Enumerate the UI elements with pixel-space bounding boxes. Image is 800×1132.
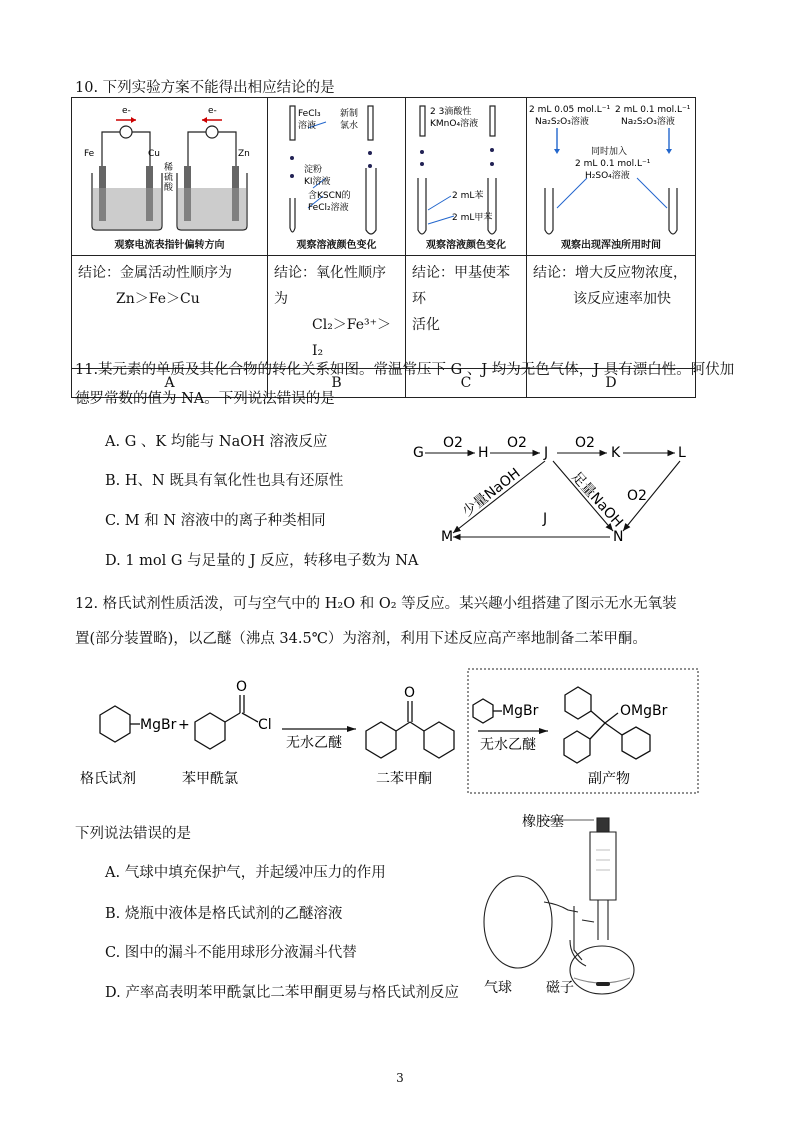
- conclusion-c: [406, 256, 527, 369]
- reagent-label: KI溶液: [304, 177, 331, 187]
- reagent-label: Na₂S₂O₃溶液: [621, 117, 675, 127]
- reagent-label: 足量NaOH: [568, 468, 626, 531]
- q11-stem-line2: 德罗常数的值为 NA。下列说法错误的是: [75, 391, 335, 407]
- node-m: M: [441, 529, 454, 545]
- q12-stem-line2: 置(部分装置略)，以乙醚（沸点 34.5℃）为溶剂，利用下述反应高产率地制备二苯甲酮。: [75, 631, 647, 647]
- option-letter-d: D: [527, 369, 696, 398]
- cell-caption: 观察溶液颜色变化: [426, 240, 506, 251]
- q11-stem-line1: 11.某元素的单质及其化合物的转化关系如图。常温常压下 G 、J 均为无色气体，J 具有漂白性。阿伏加: [75, 362, 735, 378]
- q11-option-d: D. 1 mol G 与足量的 J 反应，转移电子数为 NA: [105, 553, 419, 569]
- q12-sub-stem: 下列说法错误的是: [75, 826, 191, 842]
- reagent-label: FeCl₂溶液: [308, 203, 349, 213]
- solvent-label: 无水乙醚: [286, 735, 342, 751]
- reagent-label: 2 3滴酸性: [430, 107, 472, 117]
- q10-table: [71, 97, 696, 398]
- q12-option-a: A. 气球中填充保护气，并起缓冲压力的作用: [105, 865, 386, 881]
- electrode-label: Zn: [238, 149, 250, 159]
- cell-a-figure: [72, 98, 268, 256]
- compound-name: 二苯甲酮: [376, 771, 432, 787]
- reagent-label: 2 mL 0.1 mol.L⁻¹: [615, 105, 691, 115]
- q10-stem: 10. 下列实验方案不能得出相应结论的是: [75, 80, 335, 96]
- reagent-label: KMnO₄溶液: [430, 119, 479, 129]
- mgbr-label: MgBr: [502, 703, 539, 719]
- node-j: J: [544, 445, 549, 461]
- reagent-label: 2 mL苯: [452, 191, 484, 201]
- q11-option-b: B. H、N 既具有氧化性也具有还原性: [105, 473, 344, 489]
- compound-name: 格氏试剂: [80, 771, 136, 787]
- conclusion-line: 活化: [412, 317, 440, 333]
- reagent-label: 2 mL 0.05 mol.L⁻¹: [529, 105, 611, 115]
- q11-option-c: C. M 和 N 溶液中的离子种类相同: [105, 513, 326, 529]
- page-number: 3: [396, 1071, 404, 1085]
- transformation-diagram: [405, 425, 695, 550]
- q12-option-c: C. 图中的漏斗不能用球形分液漏斗代替: [105, 945, 357, 961]
- electrode-label: Fe: [84, 149, 95, 159]
- node-n: N: [613, 529, 624, 545]
- electrode-label: Cu: [148, 149, 160, 159]
- conclusion-a: [72, 256, 268, 369]
- node-g: G: [413, 445, 424, 461]
- conclusion-b: [268, 256, 406, 369]
- solvent-label: 无水乙醚: [480, 737, 536, 753]
- cell-caption: 观察电流表指针偏转方向: [114, 240, 225, 251]
- node-k: K: [611, 445, 621, 461]
- reagent-label: 溶液: [298, 121, 317, 131]
- q11-option-a: A. G 、K 均能与 NaOH 溶液反应: [105, 434, 328, 450]
- conclusion-line: 该反应速率加快: [573, 291, 671, 307]
- node-h: H: [478, 445, 489, 461]
- cell-d-figure: [527, 98, 696, 256]
- acid-label: 酸: [164, 183, 174, 193]
- test-tubes-figure: [406, 98, 526, 255]
- q12-option-d: D. 产率高表明苯甲酰氯比二苯甲酮更易与格氏试剂反应: [105, 985, 459, 1001]
- conclusion-line: Zn＞Fe＞Cu: [116, 291, 200, 307]
- option-letter-a: A: [72, 369, 268, 398]
- electron-label: e-: [208, 106, 217, 116]
- galvanic-cells-figure: [72, 98, 267, 255]
- plus-sign: +: [178, 717, 190, 733]
- apparatus-figure: [470, 810, 690, 1000]
- ombr-label: OMgBr: [620, 703, 668, 719]
- compound-name: 苯甲酰氯: [182, 771, 238, 787]
- chlorine-label: Cl: [258, 717, 272, 733]
- stirbar-label: 磁子: [546, 980, 574, 996]
- o2-label: O2: [627, 488, 647, 504]
- reagent-label: 含KSCN的: [308, 191, 351, 201]
- q12-stem-line1: 12. 格氏试剂性质活泼，可与空气中的 H₂O 和 O₂ 等反应。某兴趣小组搭建了图示无水无氧装: [75, 596, 677, 612]
- reagent-label: 2 mL甲苯: [452, 213, 493, 223]
- mgbr-label: MgBr: [140, 717, 177, 733]
- compound-name: 副产物: [588, 771, 630, 787]
- option-letter-c: C: [406, 369, 527, 398]
- conclusion-d: [527, 256, 696, 369]
- electron-label: e-: [122, 106, 131, 116]
- conclusion-line: 结论：氧化性顺序为: [274, 265, 386, 307]
- cell-b-figure: [268, 98, 406, 256]
- option-letter-b: B: [268, 369, 406, 398]
- conclusion-line: 结论：甲基使苯环: [412, 265, 510, 307]
- node-l: L: [678, 445, 686, 461]
- conclusion-line: 结论：增大反应物浓度，: [533, 265, 687, 281]
- test-tubes-figure: [527, 98, 695, 255]
- acid-label: 稀: [164, 163, 174, 173]
- stopper-label: 橡胶塞: [522, 814, 564, 830]
- reagent-label: 淀粉: [304, 165, 323, 175]
- reagent-label: 2 mL 0.1 mol.L⁻¹: [575, 159, 651, 169]
- o2-label: O2: [507, 435, 527, 451]
- conclusion-line: Cl₂＞Fe³⁺＞I₂: [312, 317, 392, 359]
- cell-caption: 观察出现浑浊所用时间: [561, 240, 661, 251]
- reaction-scheme: [70, 665, 700, 795]
- reagent-label: 新制: [340, 109, 359, 119]
- oxygen-label: O: [236, 679, 248, 695]
- j-label: J: [543, 511, 548, 527]
- q12-option-b: B. 烧瓶中液体是格氏试剂的乙醚溶液: [105, 906, 343, 922]
- conclusion-line: 结论：金属活动性顺序为: [78, 265, 232, 281]
- reagent-label: H₂SO₄溶液: [585, 171, 630, 181]
- reagent-label: 少量NaOH: [459, 465, 524, 521]
- o2-label: O2: [575, 435, 595, 451]
- reagent-label: 同时加入: [591, 147, 628, 157]
- oxygen-label: O: [404, 685, 416, 701]
- stir-bar: [596, 982, 610, 986]
- o2-label: O2: [443, 435, 463, 451]
- reagent-label: Na₂S₂O₃溶液: [535, 117, 589, 127]
- balloon-label: 气球: [484, 980, 512, 996]
- reagent-label: 氯水: [340, 121, 359, 131]
- acid-label: 硫: [164, 173, 174, 183]
- cell-c-figure: [406, 98, 527, 256]
- reagent-label: FeCl₃: [298, 109, 321, 119]
- test-tubes-figure: [268, 98, 405, 255]
- cell-caption: 观察溶液颜色变化: [296, 240, 377, 251]
